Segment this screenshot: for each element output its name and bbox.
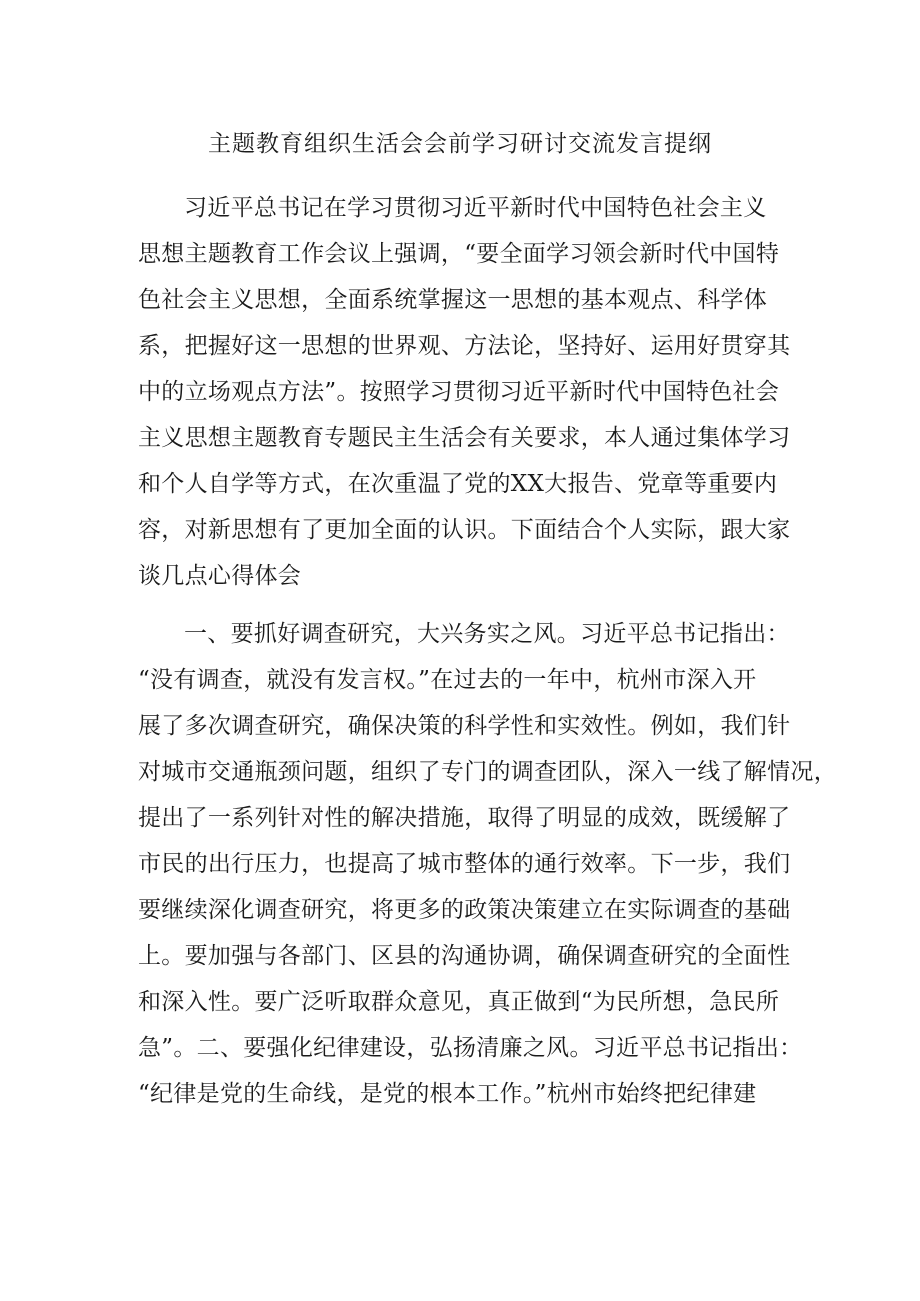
paragraph-line: 习近平总书记在学习贯彻习近平新时代中国特色社会主义	[184, 195, 767, 221]
paragraph-line: 市民的出行压力，也提高了城市整体的通行效率。下一步，我们	[138, 851, 791, 877]
paragraph-line: 和个人自学等方式，在次重温了党的XX大报告、党章等重要内	[138, 471, 778, 497]
paragraph-line: 主义思想主题教育专题民主生活会有关要求，本人通过集体学习	[138, 425, 791, 451]
paragraph-line: “纪律是党的生命线，是党的根本工作。”杭州市始终把纪律建	[138, 1081, 757, 1107]
paragraph-line: 展了多次调查研究，确保决策的科学性和实效性。例如，我们针	[138, 713, 791, 739]
paragraph-line: 提出了一系列针对性的解决措施，取得了明显的成效，既缓解了	[138, 805, 791, 831]
paragraph-line: “没有调查，就没有发言权。”在过去的一年中，杭州市深入开	[138, 667, 757, 693]
paragraph-line: 要继续深化调查研究，将更多的政策决策建立在实际调查的基础	[138, 897, 791, 923]
paragraph-line: 上。要加强与各部门、区县的沟通协调，确保调查研究的全面性	[138, 943, 791, 969]
paragraph-line: 中的立场观点方法”。按照学习贯彻习近平新时代中国特色社会	[138, 379, 780, 405]
paragraph-line: 系，把握好这一思想的世界观、方法论，坚持好、运用好贯穿其	[138, 333, 791, 359]
paragraph-line: 对城市交通瓶颈问题，组织了专门的调查团队，深入一线了解情况，	[138, 759, 837, 785]
paragraph-line: 一、要抓好调查研究，大兴务实之风。习近平总书记指出：	[184, 621, 790, 647]
paragraph-line: 色社会主义思想，全面系统掌握这一思想的基本观点、科学体	[138, 287, 768, 313]
paragraph-line: 谈几点心得体会	[138, 563, 302, 589]
paragraph-line: 容，对新思想有了更加全面的认识。下面结合个人实际，跟大家	[138, 517, 791, 543]
paragraph-line: 急”。二、要强化纪律建设，弘扬清廉之风。习近平总书记指出：	[138, 1035, 803, 1061]
paragraph-line: 思想主题教育工作会议上强调，“要全面学习领会新时代中国特	[138, 241, 780, 267]
paragraph-line: 和深入性。要广泛听取群众意见，真正做到“为民所想，急民所	[138, 989, 780, 1015]
page-title: 主题教育组织生活会会前学习研讨交流发言提纲	[208, 131, 712, 157]
